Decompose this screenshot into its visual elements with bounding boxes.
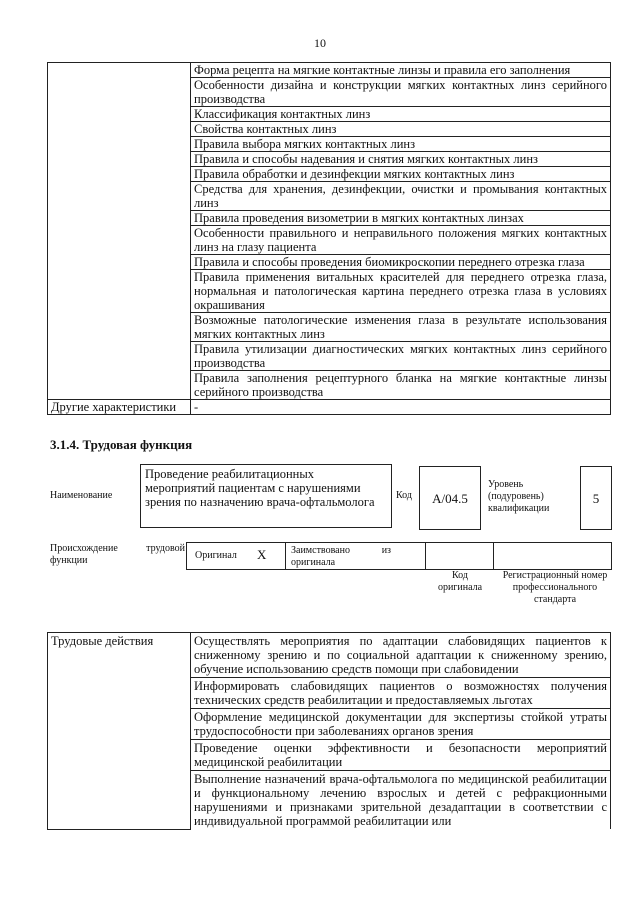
labor-action: Проведение оценки эффективности и безопасности мероприятий медицинской реабилитации bbox=[191, 740, 611, 771]
knowledge-item: Правила применения витальных красителей для переднего отрезка глаза, нормальная и патологическая картина переднего отрезка глаза в условиях окрашивания bbox=[191, 270, 611, 313]
level-label: Уровень (подуровень) квалификации bbox=[488, 479, 550, 514]
section-heading: 3.1.4. Трудовая функция bbox=[50, 437, 193, 452]
code-box bbox=[419, 466, 481, 530]
other-characteristics-label: Другие характеристики bbox=[48, 400, 191, 415]
original-mark: X bbox=[257, 547, 267, 562]
divider bbox=[425, 543, 426, 569]
level-value: 5 bbox=[592, 491, 600, 506]
knowledge-item: Средства для хранения, дезинфекции, очистки и промывания контактных линз bbox=[191, 182, 611, 211]
code-caption: Код оригинала bbox=[437, 570, 483, 593]
knowledge-item: Правила проведения визометрии в мягких контактных линзах bbox=[191, 211, 611, 226]
name-box bbox=[140, 464, 392, 528]
knowledge-item: Возможные патологические изменения глаза в результате использования мягких контактных линз bbox=[191, 313, 611, 342]
knowledge-item: Правила и способы надевания и снятия мягких контактных линз bbox=[191, 152, 611, 167]
code-value: А/04.5 bbox=[432, 491, 468, 506]
knowledge-item: Свойства контактных линз bbox=[191, 122, 611, 137]
labor-actions-label: Трудовые действия bbox=[48, 633, 191, 830]
knowledge-item: Правила и способы проведения биомикроскопии переднего отрезка глаза bbox=[191, 255, 611, 270]
labor-action: Выполнение назначений врача-офтальмолога по медицинской реабилитации и функциональному лечению взрослых и детей с рефракционными нарушениями и признаками зрительной дезадаптации в соответствии с индивидуальной программой реабилитации или bbox=[191, 771, 611, 830]
knowledge-item: Правила заполнения рецептурного бланка на мягкие контактные линзы серийного производства bbox=[191, 371, 611, 400]
knowledge-table bbox=[47, 62, 611, 415]
knowledge-item: Особенности правильного и неправильного положения мягких контактных линз на глазу пациента bbox=[191, 226, 611, 255]
name-label: Наименование bbox=[50, 490, 113, 501]
labor-action: Осуществлять мероприятия по адаптации слабовидящих пациентов к сниженному зрению и по социальной адаптации к сниженному зрению, обучение использованию средств помощи при слабовидении bbox=[191, 633, 611, 678]
labor-actions-table bbox=[47, 632, 611, 830]
knowledge-item: Правила выбора мягких контактных линз bbox=[191, 137, 611, 152]
code-label: Код bbox=[396, 490, 412, 501]
origin-row bbox=[186, 542, 612, 570]
reg-caption: Регистрационный номер профессионального стандарта bbox=[502, 570, 608, 605]
knowledge-item: Правила обработки и дезинфекции мягких контактных линз bbox=[191, 167, 611, 182]
name-value: Проведение реабилитационных мероприятий пациентам с нарушениями зрения по назначению врача-офтальмолога bbox=[145, 467, 375, 509]
labor-action: Оформление медицинской документации для экспертизы стойкой утраты трудоспособности при заболеваниях органов зрения bbox=[191, 709, 611, 740]
other-characteristics-value: - bbox=[191, 400, 611, 415]
knowledge-item: Классификация контактных линз bbox=[191, 107, 611, 122]
level-box bbox=[580, 466, 612, 530]
borrowed-label: Заимствовано из оригинала bbox=[291, 545, 391, 568]
knowledge-item: Особенности дизайна и конструкции мягких контактных линз серийного производства bbox=[191, 78, 611, 107]
labor-action: Информировать слабовидящих пациентов о возможностях получения технических средств реабилитации и предоставляемых льготах bbox=[191, 678, 611, 709]
knowledge-label-cell bbox=[48, 63, 191, 400]
divider bbox=[285, 543, 286, 569]
knowledge-item: Форма рецепта на мягкие контактные линзы и правила его заполнения bbox=[191, 63, 611, 78]
page-number: 10 bbox=[314, 36, 326, 50]
origin-label: Происхождение трудовой функции bbox=[50, 543, 185, 566]
original-label: Оригинал bbox=[195, 550, 237, 561]
divider bbox=[493, 543, 494, 569]
knowledge-item: Правила утилизации диагностических мягких контактных линз серийного производства bbox=[191, 342, 611, 371]
